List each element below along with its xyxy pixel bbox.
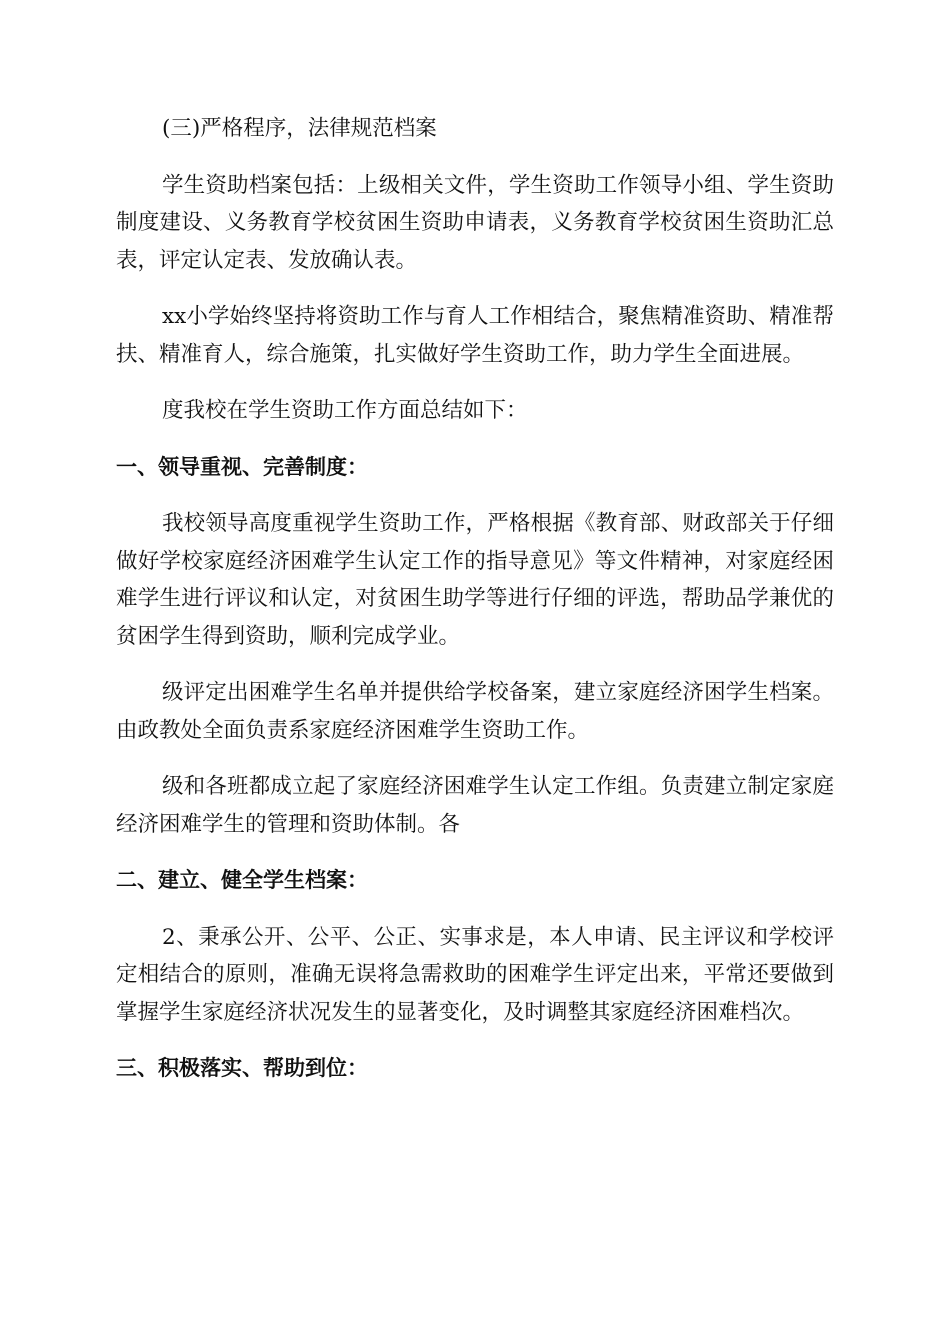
heading-implementation: 三、积极落实、帮助到位： [116, 1056, 368, 1080]
paragraph-student-list: 级评定出困难学生名单并提供给学校备案，建立家庭经济困学生档案。由政教处全面负责系家庭经济困难学生资助工作。 [116, 680, 834, 743]
heading-leadership: 一、领导重视、完善制度： [116, 454, 368, 479]
paragraph-archive-contents: 学生资助档案包括：上级相关文件，学生资助工作领导小组、学生资助制度建设、义务教育学校贫困生资助申请表，义务教育学校贫困生资助汇总表，评定认定表、发放确认表。 [116, 172, 834, 273]
paragraph-school-approach: xx小学始终坚持将资助工作与育人工作相结合，聚焦精准资助、精准帮扶、精准育人，综合施策，扎实做好学生资助工作，助力学生全面进展。 [116, 304, 834, 367]
paragraph-principles: 2、秉承公开、公平、公正、实事求是，本人申请、民主评议和学校评定相结合的原则，准确无误将急需救助的困难学生评定出来，平常还要做到掌握学生家庭经济状况发生的显著变化，及时调整其家庭经济困难档次。 [116, 924, 834, 1025]
section-subheading: (三)严格程序，法律规范档案 [162, 116, 437, 141]
document-body [116, 110, 834, 1107]
paragraph-working-group: 级和各班都成立起了家庭经济困难学生认定工作组。负责建立制定家庭经济困难学生的管理和资助体制。各 [116, 774, 834, 837]
heading-archives: 二、建立、健全学生档案： [116, 868, 368, 892]
paragraph-summary-intro: 度我校在学生资助工作方面总结如下： [162, 398, 528, 423]
paragraph-leadership: 我校领导高度重视学生资助工作，严格根据《教育部、财政部关于仔细做好学校家庭经济困难学生认定工作的指导意见》等文件精神，对家庭经困难学生进行评议和认定，对贫困生助学等进行仔细的评选，帮助品学兼优的贫困学生得到资助，顺利完成学业。 [116, 511, 834, 649]
